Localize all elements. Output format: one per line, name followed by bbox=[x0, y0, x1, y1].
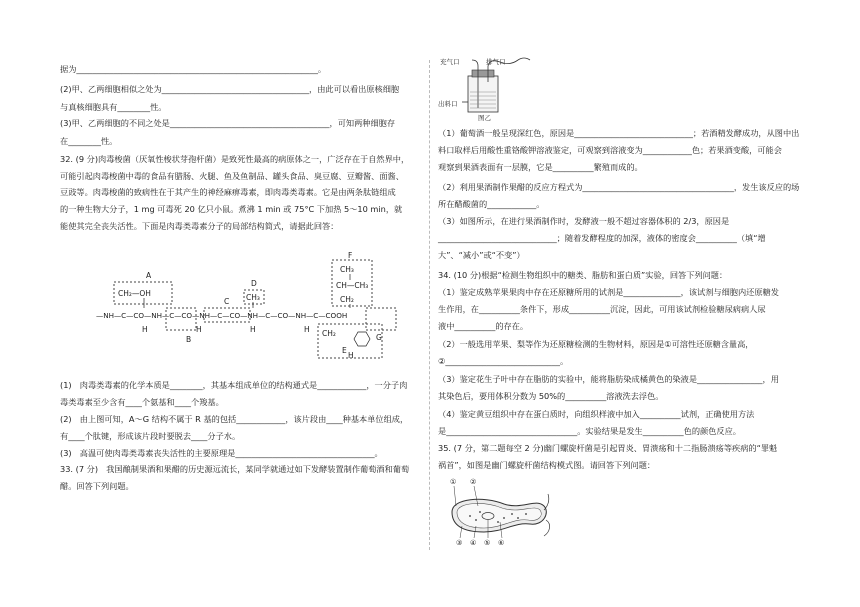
group-ch2-e: CH₂ bbox=[322, 329, 336, 338]
group-ch2-f: CH₂ bbox=[340, 295, 354, 304]
group-ch2oh: CH₂—OH bbox=[118, 289, 151, 298]
q32-stem-3: 豆豉等。肉毒梭菌的致病性在于其产生的神经麻痹毒素，即肉毒类毒素。它是由两条肽链组成 bbox=[60, 187, 396, 197]
q31-line-2: (2)甲、乙两细胞相似之处为____________________________________，由此可以看出原核细胞 bbox=[60, 84, 400, 94]
label-g: G bbox=[376, 333, 382, 342]
label-f: F bbox=[348, 251, 353, 260]
q32-stem-1: 32. (9 分)肉毒梭菌（厌氧性梭状芽孢杆菌）是致死性最高的病原体之一，广泛存在于自然界中， bbox=[60, 154, 410, 164]
q34-sub3-a: （3）鉴定花生子叶中存在脂肪的实验中，能将脂肪染成橘黄色的染液是________________，用 bbox=[438, 374, 779, 384]
q32-stem-4: 的一种生物大分子，1 mg 可毒死 20 亿只小鼠。煮沸 1 min 或 75°C 下加热 5～10 min，就 bbox=[60, 204, 403, 214]
label-b: B bbox=[186, 335, 192, 344]
group-ch-ch3: CH—CH₃ bbox=[336, 281, 369, 290]
q34-sub1-c: 液中__________的存在。 bbox=[438, 321, 529, 331]
q32-sub2-b: 有____个肽键，形成该片段时要脱去____分子水。 bbox=[60, 431, 241, 441]
marker-4: ④ bbox=[470, 539, 477, 546]
q33-sub3-c: 大”、“减小”或“不变”） bbox=[438, 250, 525, 260]
marker-5: ⑤ bbox=[484, 539, 491, 546]
h-4: H bbox=[304, 325, 310, 334]
box-g bbox=[366, 308, 396, 330]
q33-sub1-a: （1）葡萄酒一般呈现深红色，原因是_____________________________；若酒精发酵成功，从图中出 bbox=[438, 128, 800, 138]
q32-stem-2: 可能引起肉毒梭菌中毒的食品有腊肠、火腿、鱼及鱼制品、罐头食品、臭豆腐、豆瓣酱、面酱、 bbox=[60, 171, 404, 181]
q33-sub2-b: 所在醋酸菌的____________。 bbox=[438, 199, 545, 209]
q33-sub1-b: 料口取样后用酸性重铬酸钾溶液鉴定，可观察到溶液变为____________色；若果酒变酸，可能会 bbox=[438, 145, 782, 155]
q33-sub3-a: （3）如图所示，在进行果酒制作时，发酵液一般不超过容器体积的 2/3，原因是 bbox=[438, 216, 730, 226]
group-ch3-d: CH₃ bbox=[246, 293, 260, 302]
benzene-ring-icon bbox=[354, 332, 370, 346]
q34-stem: 34. (10 分)根据“检测生物组织中的糖类、脂肪和蛋白质”实验，回答下列问题： bbox=[438, 270, 728, 280]
label-a: A bbox=[146, 271, 152, 280]
h-3: H bbox=[250, 325, 256, 334]
q33-sub2-a: （2）利用果酒制作果醋的反应方程式为_____________________________________，发生该反应的场 bbox=[438, 182, 800, 192]
q34-sub2-a: （2）一般选用苹果、梨等作为还原糖检测的生物材料，原因是①可溶性还原糖含量高， bbox=[438, 339, 754, 349]
q33-stem-2: 醋。回答下列问题。 bbox=[60, 481, 134, 491]
h-5: H bbox=[348, 351, 354, 360]
q32-sub2-a: (2) 由上图可知，A～G 结构不属于 R 基的包括____________，该片段由____种基本单位组成， bbox=[60, 414, 409, 424]
figure-caption: 图乙 bbox=[478, 114, 491, 122]
q31-line-3: 与真核细胞具有________性。 bbox=[60, 102, 167, 112]
label-inlet: 充气口 bbox=[440, 58, 460, 66]
q31-line-4: (3)甲、乙两细胞的不同之处是_______________________________________，可知两种细胞存 bbox=[60, 118, 396, 128]
h-1: H bbox=[142, 325, 148, 334]
label-d: D bbox=[251, 279, 257, 288]
q35-stem-1: 35. (7 分，第二题每空 2 分)幽门螺旋杆菌是引起胃炎、胃溃疡和十二指肠溃疡等疾病的“罪魁 bbox=[438, 443, 778, 453]
marker-1: ① bbox=[450, 478, 457, 486]
label-c: C bbox=[224, 297, 230, 306]
q31-line-1: 据为___________________________________________________________。 bbox=[60, 64, 327, 74]
q35-stem-2: 祸首”，如图是幽门螺旋杆菌结构模式图。请回答下列问题： bbox=[438, 460, 656, 470]
label-e: E bbox=[342, 346, 347, 355]
q34-sub1-a: （1）鉴定成熟苹果果肉中存在还原糖所用的试剂是______________，该试剂与细胞内还原糖发 bbox=[438, 287, 779, 297]
q33-sub3-b: _____________________________；随着发酵程度的加深，液体的密度会__________（填“增 bbox=[438, 233, 766, 243]
column-divider bbox=[429, 60, 430, 550]
q32-sub1-b: 毒类毒素至少含有____个氨基和____个羧基。 bbox=[60, 397, 224, 407]
peptide-structure-figure bbox=[96, 250, 406, 360]
q32-sub1-a: (1) 肉毒类毒素的化学本质是________，其基本组成单位的结构通式是____________，一分子肉 bbox=[60, 380, 408, 390]
marker-3: ③ bbox=[456, 539, 463, 546]
q31-line-5: 在________性。 bbox=[60, 136, 118, 146]
label-drain: 出料口 bbox=[438, 100, 458, 108]
peptide-backbone: —NH—C—CO—NH—C—CO—NH—C—CO—NH—C—CO—NH—C—COOH bbox=[96, 311, 348, 320]
q32-sub3: (3) 高温可使肉毒类毒素丧失活性的主要原理是__________________________________。 bbox=[60, 448, 383, 458]
q33-sub1-c: 观察到果酒表面有一层膜，它是__________繁殖而成的。 bbox=[438, 162, 643, 172]
q34-sub4-a: （4）鉴定黄豆组织中存在蛋白质时，向组织样液中加入__________试剂，正确使用方法 bbox=[438, 409, 755, 419]
q33-stem-1: 33. (7 分) 我国酿制果酒和果醋的历史源远流长，某同学就通过如下发酵装置制作葡萄酒和葡萄 bbox=[60, 464, 410, 474]
marker-6: ⑥ bbox=[498, 539, 505, 546]
q34-sub1-b: 生作用，在__________条件下，形成__________沉淀，因此，可用该试剂检验糖尿病病人尿 bbox=[438, 304, 766, 314]
bottle-stopper bbox=[472, 70, 494, 77]
q34-sub2-b: ②____________________________。 bbox=[438, 356, 569, 366]
q34-sub3-b: 其染色后，要用体积分数为 50%的__________溶液洗去浮色。 bbox=[438, 391, 664, 401]
label-outlet: 排气口 bbox=[486, 58, 506, 66]
h-2: H bbox=[196, 325, 202, 334]
bottle bbox=[468, 76, 498, 112]
group-ch3-f: CH₃ bbox=[340, 265, 354, 274]
flagellum-icon bbox=[544, 520, 550, 536]
q32-stem-5: 能使其完全丧失活性。下面是肉毒类毒素分子的局部结构简式，请据此回答： bbox=[60, 221, 339, 231]
q34-sub4-b: 是________________________________。实验结果是发生__________色的颜色反应。 bbox=[438, 426, 741, 436]
fermentation-apparatus-figure bbox=[438, 52, 548, 124]
bacterium-structure-figure bbox=[444, 476, 554, 546]
marker-2: ② bbox=[470, 478, 477, 486]
